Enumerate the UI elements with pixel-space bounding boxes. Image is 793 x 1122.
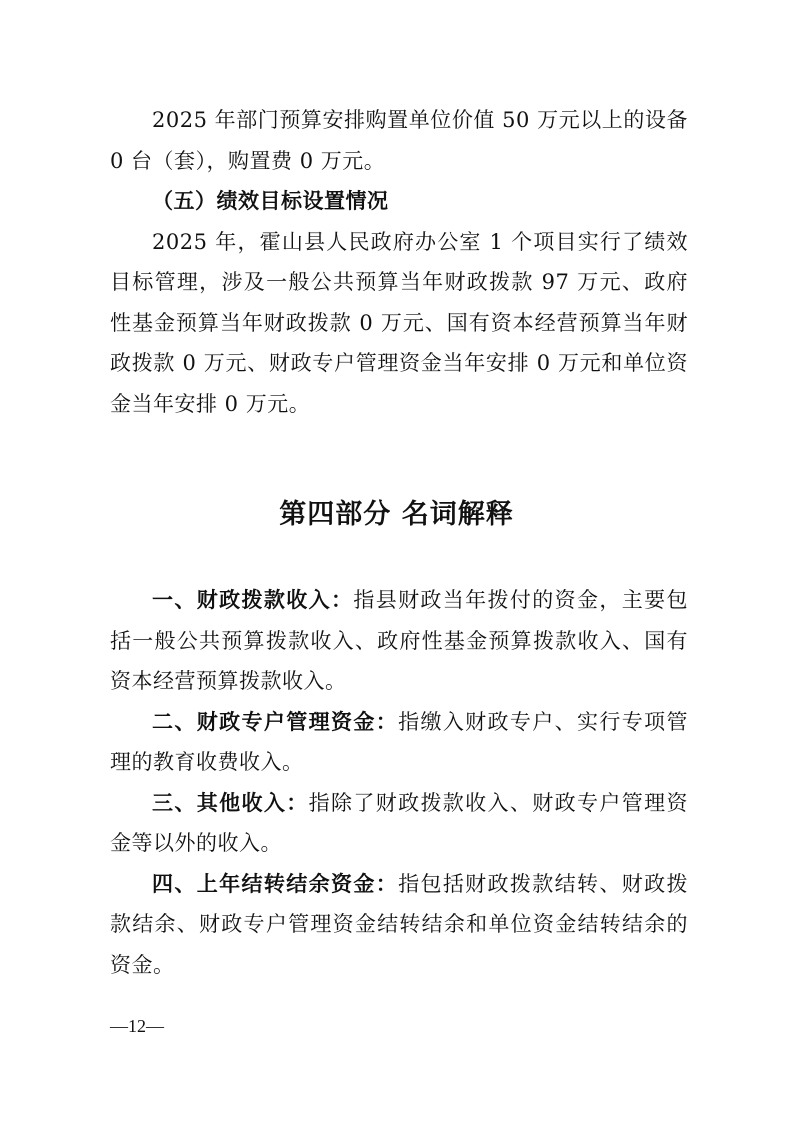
- definition-text: 指除了财政拨款收入、财政专户管理资金等以外的收入。: [110, 790, 689, 855]
- definition-term: 四、上年结转结余资金：: [152, 870, 399, 896]
- definition-term: 三、其他收入：: [152, 789, 309, 815]
- definition-text: 指缴入财政专户、实行专项管理的教育收费收入。: [110, 709, 689, 774]
- definition-term: 一、财政拨款收入：: [152, 587, 354, 612]
- performance-heading: （五）绩效目标设置情况: [152, 188, 389, 213]
- definition-term: 二、财政专户管理资金：: [152, 708, 399, 734]
- definition-item: [110, 864, 688, 986]
- definition-text: 指包括财政拨款结转、财政拨款结余、财政专户管理资金结转结余和单位资金结转结余的资金。: [110, 871, 689, 977]
- definition-item: [110, 580, 688, 702]
- budget-section: [110, 100, 688, 424]
- definition-item: [110, 702, 688, 783]
- definitions-section: [110, 580, 688, 985]
- equipment-paragraph: 2025 年部门预算安排购置单位价值 50 万元以上的设备 0 台（套），购置费 0 万元。: [110, 108, 688, 173]
- part-title: 第四部分 名词解释: [279, 499, 514, 530]
- performance-paragraph: 2025 年，霍山县人民政府办公室 1 个项目实行了绩效目标管理，涉及一般公共预算当年财政拨款 97 万元、政府性基金预算当年财政拨款 0 万元、国有资本经营预算当年财政拨款 0 万元、财政专户管理资金当年安排 0 万元和单位资金当年安排 0 万元。: [110, 229, 688, 416]
- definition-text: 指县财政当年拨付的资金，主要包括一般公共预算拨款收入、政府性基金预算拨款收入、国有资本经营预算拨款收入。: [110, 588, 689, 693]
- definition-item: [110, 783, 688, 864]
- page-number: —12—: [110, 1016, 164, 1036]
